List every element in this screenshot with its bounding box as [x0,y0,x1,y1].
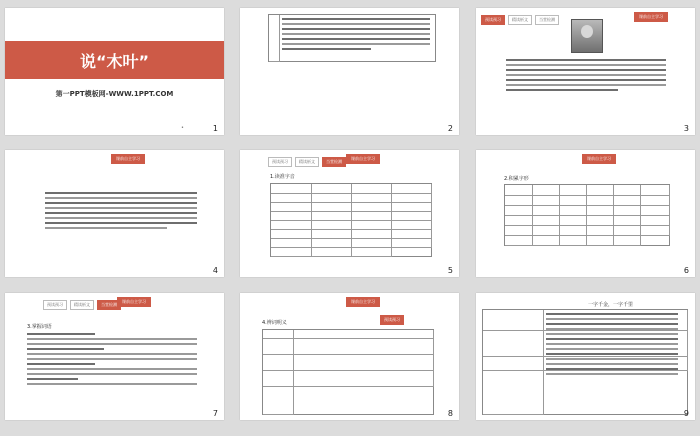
section-label: 课前自主学习 [111,154,145,164]
slide-number: 9 [683,409,689,418]
slide-number: 1 [212,124,218,133]
nav-tabs [43,300,121,310]
slide-number: 8 [447,409,453,418]
slide-thumbnail-4[interactable] [5,150,224,277]
title-band [5,41,224,79]
nav-tabs [380,315,404,325]
slide-number: 4 [212,266,218,275]
pronunciation-table [270,183,432,257]
section-label: 课前自主学习 [346,297,380,307]
objectives-label-cell [269,15,280,62]
author-bio-text [506,59,666,94]
nav-tabs [481,15,559,25]
tab-test[interactable]: 当堂检测 [97,300,121,310]
word-analysis-table [262,329,434,415]
slide-thumbnail-5[interactable] [240,150,459,277]
section-label: 课前自主学习 [346,154,380,164]
slide-thumbnail-3[interactable] [476,8,695,135]
slide-number: 3 [683,124,689,133]
vocabulary-text [27,333,197,388]
objectives-text [282,18,430,53]
section-label: 课前自主学习 [117,297,151,307]
comparison-text [546,313,678,378]
slide-number: 5 [447,266,453,275]
tab-reading[interactable]: 精读析文 [70,300,94,310]
dot-mark: • [181,125,184,131]
slide-thumbnail-1[interactable] [5,8,224,135]
slide-title: 说“木叶” [79,51,150,71]
section-heading: 3.掌握词语 [27,324,52,330]
characters-table [504,184,670,246]
slide-number: 6 [683,266,689,275]
section-label: 课前自主学习 [634,12,668,22]
tab-test[interactable]: 当堂检测 [535,15,559,25]
slide-thumbnail-6[interactable] [476,150,695,277]
section-heading: 一字千金，一字千里 [588,302,634,308]
nav-tabs [268,157,346,167]
section-heading: 2.积累字形 [504,176,529,182]
section-heading: 4.辨词明义 [262,320,287,326]
background-text [45,192,197,232]
tab-preview[interactable]: 预读预习 [481,15,505,25]
tab-reading[interactable]: 精读析文 [295,157,319,167]
slide-thumbnail-9[interactable] [476,293,695,420]
author-portrait [571,19,603,53]
tab-test[interactable]: 当堂检测 [322,157,346,167]
tab-preview[interactable]: 预读预习 [380,315,404,325]
slide-thumbnail-2[interactable] [240,8,459,135]
slide-number: 2 [447,124,453,133]
slide-thumbnail-8[interactable] [240,293,459,420]
section-heading: 1.读准字音 [270,174,295,180]
slide-number: 7 [212,409,218,418]
tab-preview[interactable]: 预读预习 [43,300,67,310]
tab-preview[interactable]: 预读预习 [268,157,292,167]
ppt-template-link[interactable]: 第一PPT模板网-WWW.1PPT.COM [55,90,174,98]
tab-reading[interactable]: 精读析文 [508,15,532,25]
slide-thumbnail-7[interactable] [5,293,224,420]
section-label: 课前自主学习 [582,154,616,164]
